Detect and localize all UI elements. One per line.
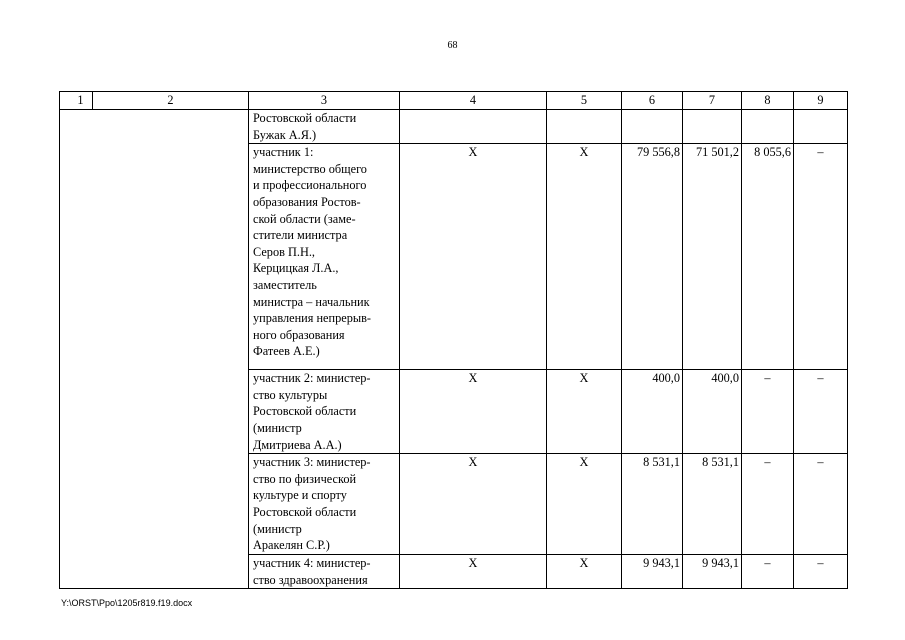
row-col-6: 8 531,1 <box>622 454 683 555</box>
row-text: Ростовской области Бужак А.Я.) <box>249 110 400 144</box>
header-col-5: 5 <box>547 92 622 110</box>
row-text: участник 1: министерство общего и профессионального образования Ростов- ской области (заме- стители министра Серов П.Н., Керцицкая Л.А., заместитель министра – начальник управления непрерыв- ного образования Фатеев А.Е.) <box>249 144 400 370</box>
row-col-9: – <box>794 454 848 555</box>
row-col-4: Х <box>400 144 547 370</box>
row-col-8: – <box>742 555 794 589</box>
header-col-8: 8 <box>742 92 794 110</box>
merged-empty-cell <box>60 110 249 589</box>
row-col-7: 400,0 <box>683 370 742 454</box>
file-path-footer: Y:\ORST\Ppo\1205r819.f19.docx <box>61 598 193 608</box>
row-col-8: – <box>742 454 794 555</box>
row-col-4: Х <box>400 370 547 454</box>
page-number: 68 <box>447 40 458 51</box>
program-table <box>59 91 848 589</box>
header-col-1: 1 <box>60 92 93 110</box>
row-col-4 <box>400 110 547 144</box>
row-col-8 <box>742 110 794 144</box>
header-col-3: 3 <box>249 92 400 110</box>
row-text: участник 2: министер- ство культуры Ростовской области (министр Дмитриева А.А.) <box>249 370 400 454</box>
row-text: участник 4: министер- ство здравоохранения <box>249 555 400 589</box>
row-col-6: 400,0 <box>622 370 683 454</box>
row-col-4: Х <box>400 454 547 555</box>
row-col-9: – <box>794 144 848 370</box>
row-col-7: 9 943,1 <box>683 555 742 589</box>
row-text: участник 3: министер- ство по физической культуре и спорту Ростовской области (министр Аракелян С.Р.) <box>249 454 400 555</box>
row-col-5: Х <box>547 454 622 555</box>
header-col-9: 9 <box>794 92 848 110</box>
row-col-9 <box>794 110 848 144</box>
row-col-6 <box>622 110 683 144</box>
row-col-6: 9 943,1 <box>622 555 683 589</box>
row-col-5: Х <box>547 370 622 454</box>
row-col-4: Х <box>400 555 547 589</box>
header-col-2: 2 <box>93 92 249 110</box>
header-col-7: 7 <box>683 92 742 110</box>
row-col-9: – <box>794 555 848 589</box>
row-col-8: – <box>742 370 794 454</box>
header-col-4: 4 <box>400 92 547 110</box>
row-col-7: 71 501,2 <box>683 144 742 370</box>
row-col-7: 8 531,1 <box>683 454 742 555</box>
row-col-7 <box>683 110 742 144</box>
row-col-6: 79 556,8 <box>622 144 683 370</box>
header-col-6: 6 <box>622 92 683 110</box>
row-col-5 <box>547 110 622 144</box>
row-col-5: Х <box>547 555 622 589</box>
row-col-5: Х <box>547 144 622 370</box>
row-col-8: 8 055,6 <box>742 144 794 370</box>
table-row <box>60 110 848 144</box>
table-header-row <box>60 92 848 110</box>
row-col-9: – <box>794 370 848 454</box>
